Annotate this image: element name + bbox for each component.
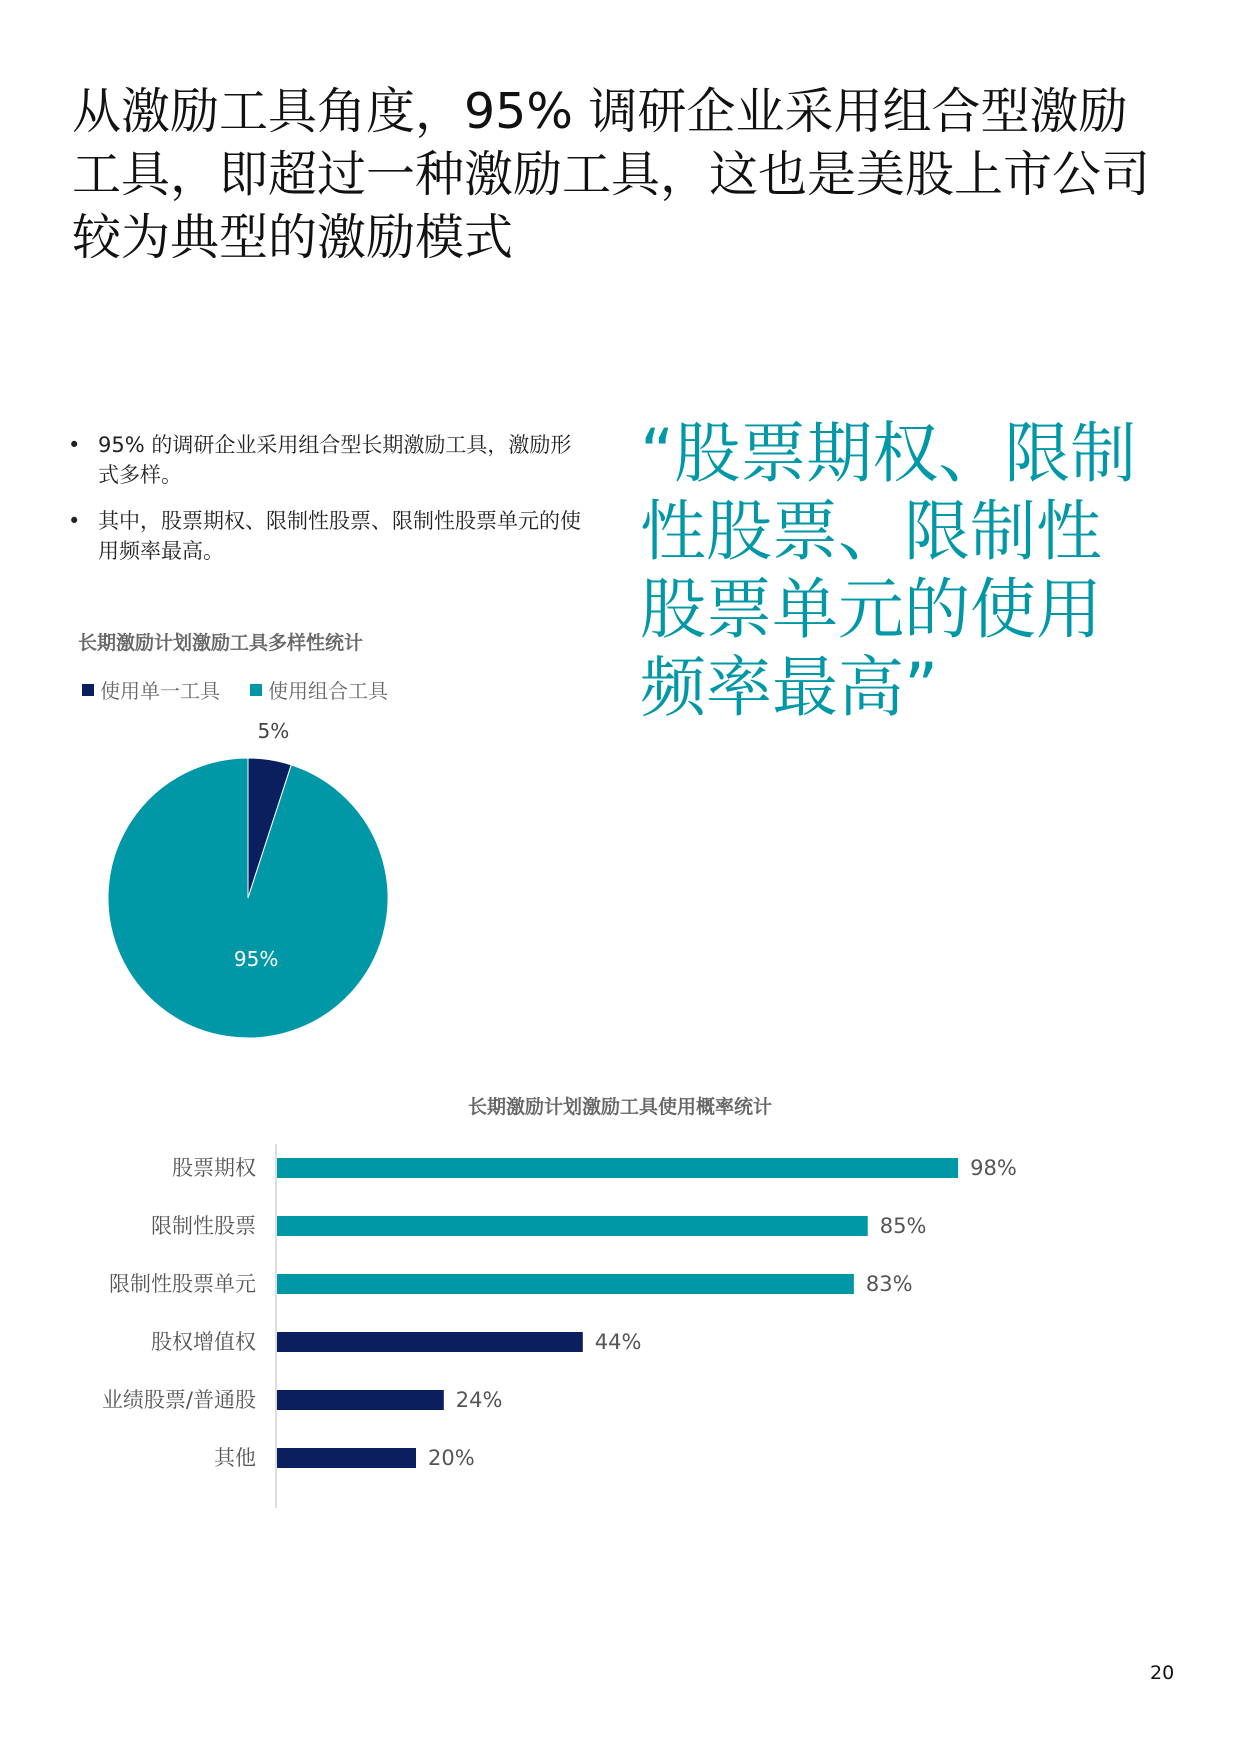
bar xyxy=(277,1390,444,1410)
page-heading: 从激励工具角度，95% 调研企业采用组合型激励工具，即超过一种激励工具，这也是美股上市公司较为典型的激励模式 xyxy=(72,83,1151,266)
bar-data-label: 83% xyxy=(865,1272,913,1296)
bar xyxy=(277,1216,868,1236)
bar-category-label: 限制性股票 xyxy=(151,1214,256,1238)
bar-data-label: 20% xyxy=(428,1446,475,1470)
page-number: 20 xyxy=(1150,1662,1175,1684)
legend-label: 使用单一工具 xyxy=(100,679,220,703)
bar-category-label: 股票期权 xyxy=(172,1156,256,1180)
legend-label: 使用组合工具 xyxy=(268,679,388,703)
pie-legend xyxy=(82,675,388,704)
bullet-item: • 其中，股票期权、限制性股票、限制性股票单元的使用频率最高。 xyxy=(66,506,586,566)
legend-swatch-teal xyxy=(250,684,262,696)
bar xyxy=(277,1332,583,1352)
bar xyxy=(277,1448,416,1468)
legend-item-combined xyxy=(250,675,388,704)
pie-slice-2 xyxy=(108,758,388,1038)
pie-data-label: 95% xyxy=(233,947,279,972)
pull-quote: “股票期权、限制性股票、限制性股票单元的使用频率最高” xyxy=(640,415,1137,726)
bar-data-label: 98% xyxy=(970,1156,1017,1180)
bullet-list xyxy=(66,430,586,582)
bar-chart xyxy=(0,1140,1240,1520)
legend-item-single xyxy=(82,675,220,704)
bar-data-label: 85% xyxy=(879,1214,927,1238)
pie-data-label: 5% xyxy=(257,720,290,743)
bar-category-label: 限制性股票单元 xyxy=(109,1272,256,1296)
pie-chart xyxy=(90,720,410,1040)
bar-category-label: 其他 xyxy=(214,1446,256,1470)
bar xyxy=(277,1274,854,1294)
bar xyxy=(277,1158,958,1178)
legend-swatch-navy xyxy=(82,684,94,696)
bar-category-label: 股权增值权 xyxy=(151,1330,256,1354)
bar-data-label: 44% xyxy=(594,1330,642,1354)
pie-chart-title: 长期激励计划激励工具多样性统计 xyxy=(78,632,364,654)
bar-category-label: 业绩股票/普通股 xyxy=(101,1388,256,1412)
bullet-item: • 95% 的调研企业采用组合型长期激励工具，激励形式多样。 xyxy=(66,430,586,490)
bar-chart-title: 长期激励计划激励工具使用概率统计 xyxy=(467,1096,772,1118)
bar-data-label: 24% xyxy=(455,1388,503,1412)
